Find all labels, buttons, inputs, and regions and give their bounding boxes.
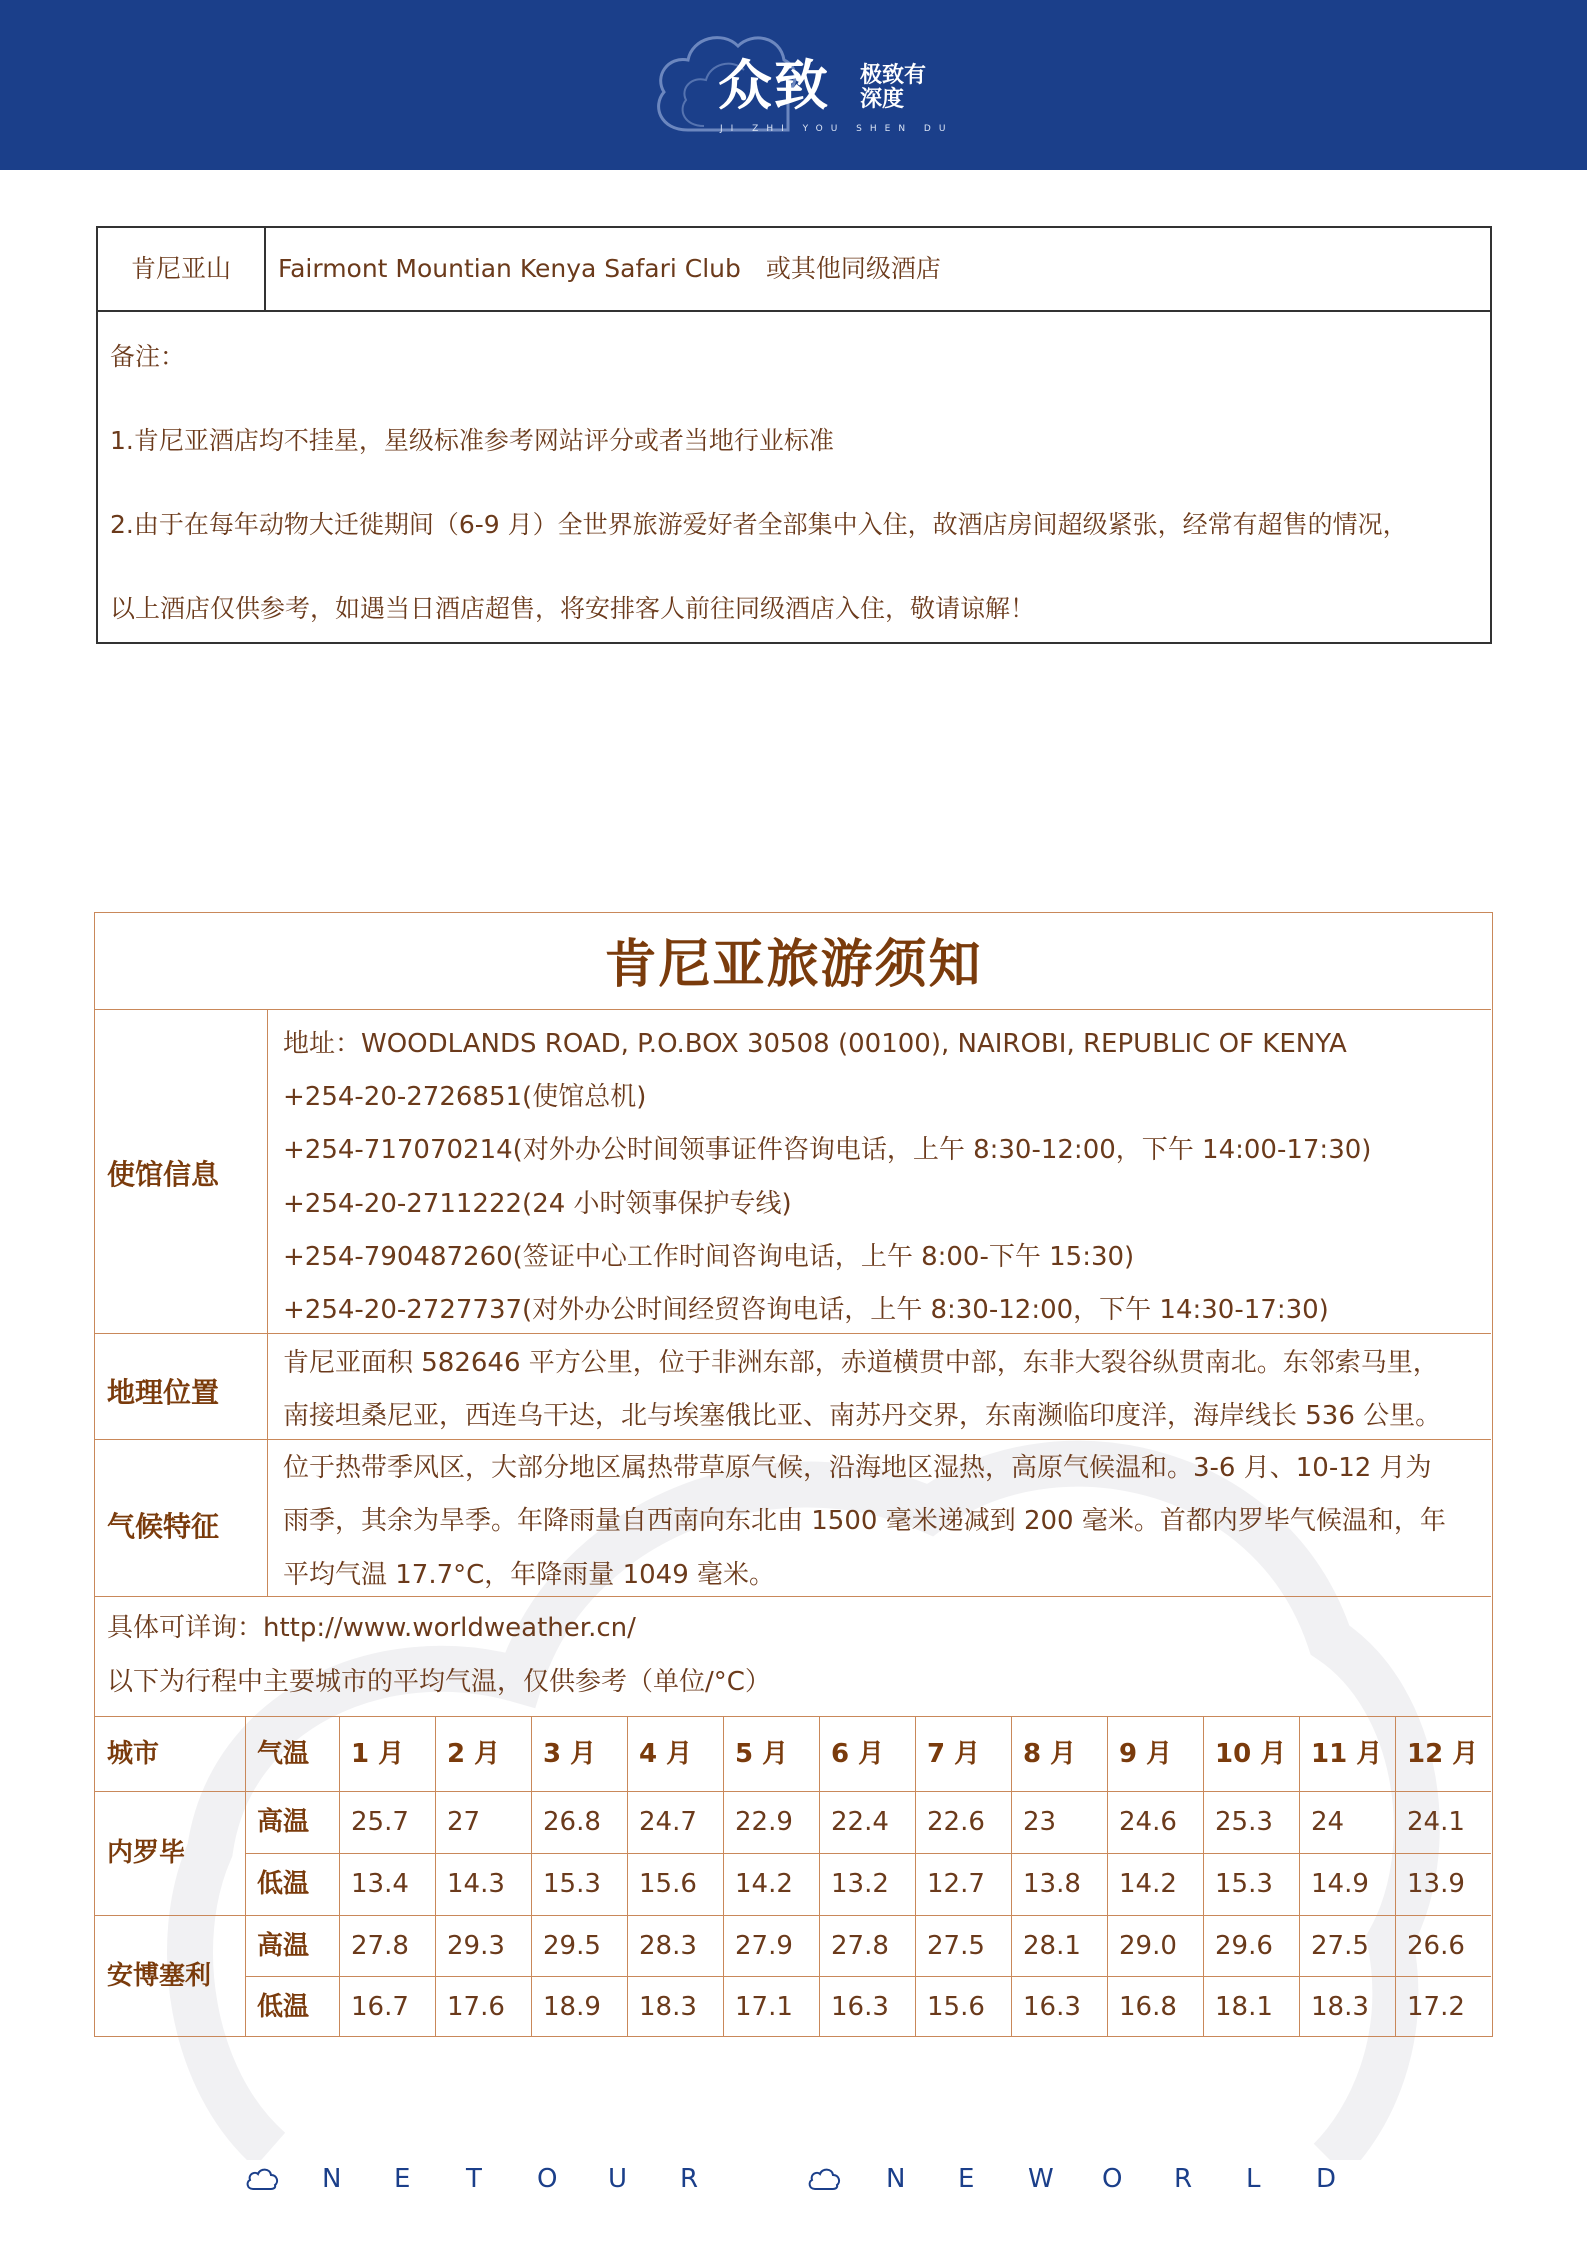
embassy-line: +254-20-2727737(对外办公时间经贸咨询电话，上午 8:30-12:00，下午 14:30-17:30) — [283, 1295, 1329, 1325]
temp-value: 15.6 — [639, 1869, 697, 1899]
temp-value: 17.1 — [735, 1992, 793, 2022]
temp-value: 29.6 — [1215, 1931, 1273, 1961]
temp-value: 17.2 — [1407, 1992, 1465, 2022]
temp-value: 24.1 — [1407, 1807, 1465, 1837]
temp-type-label: 低温 — [257, 1869, 310, 1899]
embassy-label: 使馆信息 — [107, 1158, 220, 1191]
temp-type-label: 高温 — [257, 1807, 310, 1837]
temp-value: 14.9 — [1311, 1869, 1369, 1899]
temp-value: 18.3 — [1311, 1992, 1369, 2022]
note-line-1: 1.肯尼亚酒店均不挂星，星级标准参考网站评分或者当地行业标准 — [110, 426, 834, 455]
table-header-cell: 6 月 — [831, 1739, 885, 1769]
temp-type-label: 高温 — [257, 1931, 310, 1961]
footer-letter: E — [958, 2164, 975, 2194]
embassy-line: +254-20-2726851(使馆总机) — [283, 1082, 647, 1112]
table-header-cell: 3 月 — [543, 1739, 597, 1769]
table-header-cell: 12 月 — [1407, 1739, 1479, 1769]
table-header-cell: 8 月 — [1023, 1739, 1077, 1769]
geography-line: 肯尼亚面积 582646 平方公里，位于非洲东部，赤道横贯中部，东非大裂谷纵贯南北。东邻索马里， — [283, 1348, 1439, 1378]
temp-value: 27.5 — [1311, 1931, 1369, 1961]
table-header-cell: 2 月 — [447, 1739, 501, 1769]
embassy-line: +254-20-2711222(24 小时领事保护专线) — [283, 1189, 792, 1219]
temp-value: 25.7 — [351, 1807, 409, 1837]
geography-line: 南接坦桑尼亚，西连乌干达，北与埃塞俄比亚、南苏丹交界，东南濒临印度洋，海岸线长 536 公里。 — [283, 1401, 1442, 1431]
footer-letter: O — [537, 2164, 558, 2194]
logo-pinyin-text: JI ZHI YOU SHEN DU — [720, 124, 954, 134]
temp-value: 22.4 — [831, 1807, 889, 1837]
temp-value: 15.6 — [927, 1992, 985, 2022]
temp-value: 18.3 — [639, 1992, 697, 2022]
climate-line: 平均气温 17.7°C，年降雨量 1049 毫米。 — [283, 1560, 776, 1590]
note-line-3: 以上酒店仅供参考，如遇当日酒店超售，将安排客人前往同级酒店入住，敬请谅解！ — [110, 594, 1036, 623]
climate-line: 位于热带季风区，大部分地区属热带草原气候，沿海地区湿热，高原气候温和。3-6 月、10-12 月为 — [283, 1453, 1432, 1483]
embassy-line: +254-790487260(签证中心工作时间咨询电话，上午 8:00-下午 15:30) — [283, 1242, 1135, 1272]
temp-value: 22.6 — [927, 1807, 985, 1837]
hotel-info-box — [96, 226, 1492, 644]
temp-value: 24.6 — [1119, 1807, 1177, 1837]
temp-value: 23 — [1023, 1807, 1057, 1837]
temp-value: 28.1 — [1023, 1931, 1081, 1961]
note-heading: 备注： — [110, 342, 186, 371]
temp-value: 18.9 — [543, 1992, 601, 2022]
temp-value: 15.3 — [1215, 1869, 1273, 1899]
temp-value: 13.8 — [1023, 1869, 1081, 1899]
temp-value: 27.9 — [735, 1931, 793, 1961]
temp-value: 13.9 — [1407, 1869, 1465, 1899]
temp-value: 27.8 — [831, 1931, 889, 1961]
temp-value: 27.5 — [927, 1931, 985, 1961]
footer-letter: O — [1102, 2164, 1123, 2194]
footer-letter: N — [886, 2164, 906, 2194]
footer-letter: D — [1316, 2164, 1337, 2194]
table-header-cell: 10 月 — [1215, 1739, 1287, 1769]
temp-value: 25.3 — [1215, 1807, 1273, 1837]
table-header-cell: 11 月 — [1311, 1739, 1383, 1769]
weather-intro: 以下为行程中主要城市的平均气温，仅供参考（单位/°C） — [107, 1667, 771, 1697]
temp-value: 28.3 — [639, 1931, 697, 1961]
temp-type-label: 低温 — [257, 1992, 310, 2022]
temp-value: 27.8 — [351, 1931, 409, 1961]
travel-notice-table — [94, 912, 1493, 2037]
climate-label: 气候特征 — [107, 1510, 220, 1543]
notice-title: 肯尼亚旅游须知 — [604, 935, 983, 995]
temp-value: 22.9 — [735, 1807, 793, 1837]
hotel-name: Fairmont Mountian Kenya Safari Club 或其他同级酒店 — [278, 254, 941, 283]
temp-value: 26.6 — [1407, 1931, 1465, 1961]
brand-logo — [648, 26, 954, 146]
temp-value: 16.3 — [831, 1992, 889, 2022]
page-header — [0, 0, 1587, 170]
footer-letter: L — [1246, 2164, 1261, 2194]
climate-line: 雨季，其余为旱季。年降雨量自西南向东北由 1500 毫米递减到 200 毫米。首都内罗毕气候温和，年 — [283, 1506, 1446, 1536]
note-line-2: 2.由于在每年动物大迁徙期间（6-9 月）全世界旅游爱好者全部集中入住，故酒店房间超级紧张，经常有超售的情况， — [110, 510, 1408, 539]
table-header-cell: 1 月 — [351, 1739, 405, 1769]
table-header-cell: 7 月 — [927, 1739, 981, 1769]
cloud-icon — [244, 2166, 280, 2192]
temp-value: 24 — [1311, 1807, 1345, 1837]
temp-value: 16.8 — [1119, 1992, 1177, 2022]
temp-value: 13.4 — [351, 1869, 409, 1899]
footer-newworld — [806, 2160, 1366, 2200]
embassy-line: +254-717070214(对外办公时间领事证件咨询电话，上午 8:30-12:00，下午 14:00-17:30) — [283, 1135, 1372, 1165]
temp-value: 17.6 — [447, 1992, 505, 2022]
temp-value: 16.3 — [1023, 1992, 1081, 2022]
temp-value: 24.7 — [639, 1807, 697, 1837]
table-header-cell: 9 月 — [1119, 1739, 1173, 1769]
temp-value: 27 — [447, 1807, 481, 1837]
logo-sub-text: 极致有深度 — [860, 63, 927, 112]
temp-value: 13.2 — [831, 1869, 889, 1899]
footer-letter: R — [680, 2164, 699, 2194]
temp-value: 29.0 — [1119, 1931, 1177, 1961]
temp-value: 14.2 — [735, 1869, 793, 1899]
logo-main-text: 众致 — [718, 54, 830, 117]
city-name: 安博塞利 — [107, 1961, 212, 1991]
footer-netour — [244, 2160, 714, 2200]
temp-value: 14.2 — [1119, 1869, 1177, 1899]
table-header-cell: 气温 — [257, 1739, 310, 1769]
table-header-cell: 4 月 — [639, 1739, 693, 1769]
hotel-city: 肯尼亚山 — [98, 228, 266, 310]
table-header-cell: 5 月 — [735, 1739, 789, 1769]
temp-value: 16.7 — [351, 1992, 409, 2022]
temp-value: 18.1 — [1215, 1992, 1273, 2022]
footer-letter: E — [394, 2164, 411, 2194]
embassy-line: 地址：WOODLANDS ROAD, P.O.BOX 30508 (00100), NAIROBI, REPUBLIC OF KENYA — [283, 1029, 1347, 1059]
footer-letter: R — [1174, 2164, 1193, 2194]
cloud-icon — [806, 2166, 842, 2192]
table-header-cell: 城市 — [107, 1739, 160, 1769]
temp-value: 12.7 — [927, 1869, 985, 1899]
footer-letter: W — [1028, 2164, 1054, 2194]
hotel-row — [98, 228, 1490, 312]
temp-value: 14.3 — [447, 1869, 505, 1899]
temp-value: 29.5 — [543, 1931, 601, 1961]
footer-letter: T — [466, 2164, 482, 2194]
footer-letter: N — [322, 2164, 342, 2194]
weather-link-line: 具体可详询：http://www.worldweather.cn/ — [107, 1613, 636, 1643]
geography-label: 地理位置 — [107, 1376, 220, 1409]
temp-value: 15.3 — [543, 1869, 601, 1899]
city-name: 内罗毕 — [107, 1838, 186, 1868]
temp-value: 29.3 — [447, 1931, 505, 1961]
footer-letter: U — [608, 2164, 628, 2194]
temp-value: 26.8 — [543, 1807, 601, 1837]
